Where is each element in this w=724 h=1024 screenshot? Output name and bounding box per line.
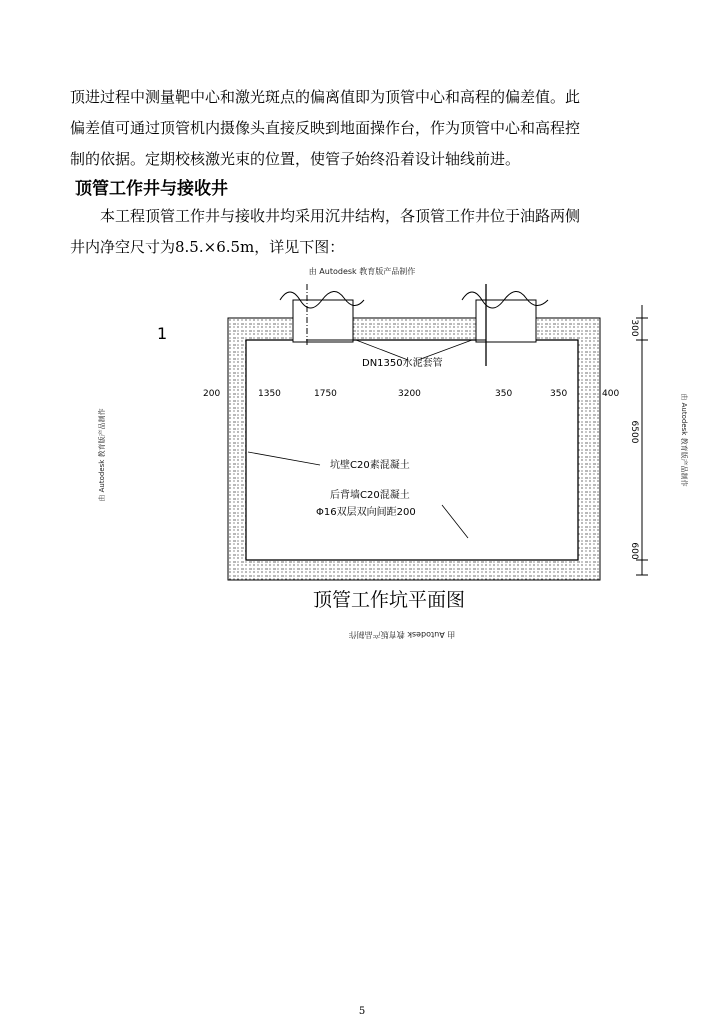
pipe-opening-left xyxy=(293,300,353,342)
text-line: 本工程顶管工作井与接收井均采用沉井结构，各顶管工作井位于油路两侧 xyxy=(70,207,581,225)
drawing-marker: 1 xyxy=(157,324,168,343)
dimension-label: 6500 xyxy=(629,420,639,444)
wall-note-leader xyxy=(248,452,320,465)
watermark-bottom: 由 Autodesk 教育版产品制作 xyxy=(348,630,456,639)
pit-inner-outline xyxy=(246,340,578,560)
dimension-label: 1750 xyxy=(314,389,337,399)
watermark-top: 由 Autodesk 教育版产品制作 xyxy=(308,267,416,276)
dimension-label: 350 xyxy=(550,389,568,399)
watermark-left: 由 Autodesk 教育版产品制作 xyxy=(98,408,106,502)
wall-note: 坑壁C20素混凝土 xyxy=(330,460,410,471)
pipe-leader-line xyxy=(418,340,472,360)
dimension-label: 350 xyxy=(495,389,513,399)
dimension-label: 300 xyxy=(629,319,639,337)
dimension-label: 3200 xyxy=(398,389,421,399)
text-line: 顶进过程中测量靶中心和激光斑点的偏离值即为顶管中心和高程的偏差值。此 xyxy=(70,88,581,106)
text-line: 井内净空尺寸为8.5.×6.5m，详见下图： xyxy=(70,238,345,256)
text-line: 偏差值可通过顶管机内摄像头直接反映到地面操作台，作为顶管中心和高程控 xyxy=(70,119,581,137)
section-heading: 顶管工作井与接收井 xyxy=(75,179,228,199)
dimension-label: 200 xyxy=(203,389,221,399)
pipe-opening-right xyxy=(476,300,536,342)
pipe-leader-line xyxy=(356,340,408,360)
drawing-title: 顶管工作坑平面图 xyxy=(313,589,466,611)
rebar-note-leader xyxy=(442,505,468,538)
pipe-label: DN1350水泥套管 xyxy=(362,358,443,369)
text-line: 制的依据。定期校核激光束的位置，使管子始终沿着设计轴线前进。 xyxy=(70,150,521,168)
dimension-label: 1350 xyxy=(258,389,281,399)
back-wall-note: 后背墙C20混凝土 xyxy=(330,490,410,501)
rebar-note: Φ16双层双向间距200 xyxy=(316,507,416,518)
dimension-label: 400 xyxy=(602,389,620,399)
watermark-right: 由 Autodesk 教育版产品制作 xyxy=(680,393,688,487)
dimension-label: 600 xyxy=(629,542,639,560)
page-number: 5 xyxy=(358,1006,366,1017)
